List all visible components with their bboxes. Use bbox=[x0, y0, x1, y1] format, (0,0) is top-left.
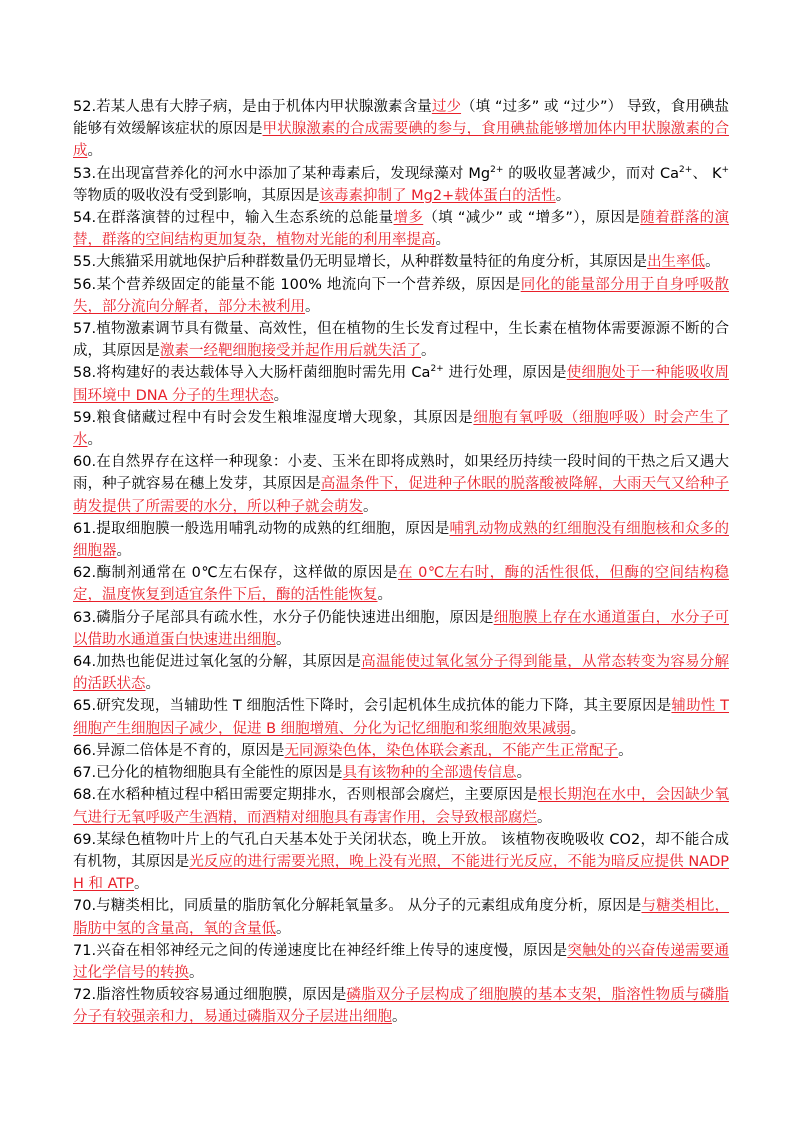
answer-text: 与糖类相比，脂肪中氢的含量高，氧的含量低 bbox=[73, 898, 730, 937]
question-66 bbox=[73, 740, 729, 762]
question-text: 72.脂溶性物质较容易通过细胞膜，原因是 bbox=[73, 987, 347, 1004]
question-55 bbox=[73, 251, 729, 273]
question-text: 64.加热也能促进过氧化氢的分解，其原因是 bbox=[73, 654, 362, 671]
punctuation: 。 bbox=[189, 964, 204, 981]
punctuation: 。 bbox=[87, 143, 102, 160]
punctuation: 。 bbox=[537, 809, 552, 826]
answer-text: 高温能使过氧化氢分子得到能量，从常态转变为容易分解的活跃状态 bbox=[73, 654, 729, 693]
question-text: 68.在水稻种植过程中稻田需要定期排水，否则根部会腐烂，主要原因是 bbox=[73, 787, 538, 804]
question-text: 、 K bbox=[692, 165, 722, 182]
question-text: 67.已分化的植物细胞具有全能性的原因是 bbox=[73, 765, 343, 782]
question-57 bbox=[73, 318, 729, 362]
question-71 bbox=[73, 940, 729, 984]
question-text: 62.酶制剂通常在 0℃左右保存，这样做的原因是 bbox=[73, 565, 399, 582]
punctuation: 。 bbox=[435, 232, 450, 249]
punctuation: 。 bbox=[570, 720, 586, 737]
punctuation: 。 bbox=[705, 254, 720, 271]
question-text: 56.某个营养级固定的能量不能 100% 地流向下一个营养级，原因是 bbox=[73, 276, 521, 293]
answer-text: 哺乳动物成熟的红细胞没有细胞核和众多的细胞器 bbox=[73, 520, 729, 560]
answer-text: 该毒素抑制了 Mg2+载体蛋白的活性 bbox=[319, 187, 556, 204]
question-54 bbox=[73, 207, 729, 251]
punctuation: 。 bbox=[145, 676, 160, 693]
question-text: 59.粮食储藏过程中有时会发生粮堆湿度增大现象，其原因是 bbox=[73, 409, 474, 426]
answer-text: 使细胞处于一种能吸收周围环境中 DNA 分子的生理状态 bbox=[73, 365, 729, 404]
question-58 bbox=[73, 362, 729, 406]
question-text: 69.某绿色植物叶片上的气孔白天基本处于关闭状态，晚上开放。 该植物夜晚吸收 CO2，却不能合成有机物，其原因是 bbox=[73, 831, 729, 870]
superscript-charge: 2+ bbox=[490, 164, 504, 175]
answer-text: 细胞有氧呼吸（细胞呼吸）时会产生了水 bbox=[73, 409, 730, 449]
question-52 bbox=[73, 96, 729, 163]
answer-text: 磷脂双分子层构成了细胞膜的基本支架，脂溶性物质与磷脂分子有较强亲和力，易通过磷脂双分子层进出细胞 bbox=[73, 987, 730, 1026]
question-61 bbox=[73, 518, 729, 562]
question-text: 71.兴奋在相邻神经元之间的传递速度比在神经纤维上传导的速度慢，原因是 bbox=[73, 942, 568, 959]
question-text: 65.研究发现，当辅助性 T 细胞活性下降时，会引起机体生成抗体的能力下降，其主要原因是 bbox=[73, 698, 672, 715]
question-text: 54.在群落演替的过程中，输入生态系统的总能量 bbox=[73, 210, 394, 227]
answer-text: 细胞膜上存在水通道蛋白，水分子可以借助水通道蛋白快速进出细胞 bbox=[73, 609, 729, 648]
answer-text: 激素一经靶细胞接受并起作用后就失活了 bbox=[160, 343, 421, 360]
question-text: 53.在出现富营养化的河水中添加了某种毒素后，发现绿藻对 Mg bbox=[73, 165, 491, 182]
answer-text: 过少 bbox=[431, 99, 462, 115]
question-62 bbox=[73, 562, 729, 606]
question-text: 等物质的吸收没有受到影响，其原因是 bbox=[73, 187, 320, 204]
question-text: 52.若某人患有大脖子病，是由于机体内甲状腺激素含量 bbox=[73, 99, 432, 115]
question-60 bbox=[73, 451, 729, 518]
question-69 bbox=[73, 829, 729, 896]
question-70 bbox=[73, 895, 729, 939]
punctuation: 。 bbox=[421, 343, 436, 360]
answer-text: 无同源染色体，染色体联会紊乱，不能产生正常配子 bbox=[284, 742, 619, 759]
answer-text: 同化的能量部分用于自身呼吸散失，部分流向分解者，部分未被利用 bbox=[73, 276, 730, 315]
question-text: （填 “减少” 或 “增多”），原因是 bbox=[423, 210, 641, 227]
punctuation: 。 bbox=[516, 765, 532, 782]
question-text: 55.大熊猫采用就地保护后种群数量仍无明显增长，从种群数量特征的角度分析，其原因是 bbox=[73, 254, 648, 271]
answer-text: 具有该物种的全部遗传信息 bbox=[342, 765, 517, 782]
answer-text: 增多 bbox=[393, 210, 424, 227]
question-text: 61.提取细胞膜一般选用哺乳动物的成熟的红细胞，原因是 bbox=[73, 520, 450, 537]
punctuation: 。 bbox=[273, 387, 289, 404]
question-56 bbox=[73, 274, 729, 318]
superscript-charge: 2+ bbox=[430, 364, 444, 375]
superscript-charge: + bbox=[721, 164, 729, 175]
question-72 bbox=[73, 984, 729, 1028]
answer-text: 甲状腺激素的合成需要碘的参与，食用碘盐能够增加体内甲状腺激素的合成 bbox=[73, 121, 730, 160]
question-text: 57.植物激素调节具有微量、高效性，但在植物的生长发育过程中，生长素在植物体需要源源不断的合成，其原因是 bbox=[73, 321, 729, 360]
punctuation: 。 bbox=[87, 432, 102, 449]
question-text: （填 “过多” 或 “过少”） 导致，食用碘盐能够有效缓解该症状的原因是 bbox=[73, 99, 730, 138]
question-67 bbox=[73, 762, 729, 784]
question-text: 的吸收显著减少，而对 Ca bbox=[503, 165, 679, 182]
answer-text: 高温条件下，促进种子休眠的脱落酸被降解，大雨天气又给种子萌发提供了所需要的水分，所以种子就会萌发 bbox=[73, 476, 730, 515]
punctuation: 。 bbox=[116, 543, 131, 560]
question-text: 66.异源二倍体是不育的，原因是 bbox=[73, 742, 285, 759]
question-63 bbox=[73, 607, 729, 651]
question-68 bbox=[73, 784, 729, 828]
punctuation: 。 bbox=[305, 298, 320, 315]
answer-text: 根长期泡在水中，会因缺少氧气进行无氧呼吸产生酒精，而酒精对细胞具有毒害作用，会导致根部腐烂 bbox=[73, 787, 730, 826]
answer-text: 出生率低 bbox=[647, 254, 706, 271]
answer-text: 辅助性 T 细胞产生细胞因子减少，促进 B 细胞增殖、分化为记忆细胞和浆细胞效果减弱 bbox=[73, 698, 730, 737]
question-59 bbox=[73, 407, 729, 451]
punctuation: 。 bbox=[276, 631, 291, 648]
question-text: 58.将构建好的表达载体导入大肠杆菌细胞时需先用 Ca bbox=[73, 365, 431, 382]
question-text: 70.与糖类相比，同质量的脂肪氧化分解耗氧量多。 从分子的元素组成角度分析，原因是 bbox=[73, 898, 642, 915]
question-text: 进行处理，原因是 bbox=[443, 365, 567, 382]
punctuation: 。 bbox=[555, 187, 571, 204]
question-53 bbox=[73, 163, 729, 207]
question-65 bbox=[73, 695, 729, 739]
superscript-charge: 2+ bbox=[678, 164, 693, 175]
punctuation: 。 bbox=[392, 1009, 407, 1026]
answer-text: 突触处的兴奋传递需要通过化学信号的转换 bbox=[73, 942, 730, 981]
document-page bbox=[73, 96, 729, 1029]
answer-text: 光反应的进行需要光照，晚上没有光照，不能进行光反应，不能为暗反应提供 NADPH 和 ATP bbox=[73, 853, 730, 893]
question-64 bbox=[73, 651, 729, 695]
punctuation: 。 bbox=[363, 498, 378, 515]
question-text: 60.在自然界存在这样一种现象：小麦、玉米在即将成熟时，如果经历持续一段时间的干热之后又遇大雨，种子就容易在穗上发芽，其原因是 bbox=[73, 454, 729, 493]
question-text: 63.磷脂分子尾部具有疏水性，水分子仍能快速进出细胞，原因是 bbox=[73, 609, 494, 626]
punctuation: 。 bbox=[618, 742, 633, 759]
punctuation: 。 bbox=[134, 876, 149, 893]
punctuation: 。 bbox=[377, 587, 392, 604]
answer-text: 随着群落的演 替，群落的空间结构更加复杂，植物对光能的利用率提高 bbox=[73, 210, 730, 249]
answer-text: 在 0℃左右时，酶的活性很低，但酶的空间结构稳定，温度恢复到适宜条件下后，酶的活性能恢复 bbox=[73, 565, 729, 604]
punctuation: 。 bbox=[276, 920, 291, 937]
